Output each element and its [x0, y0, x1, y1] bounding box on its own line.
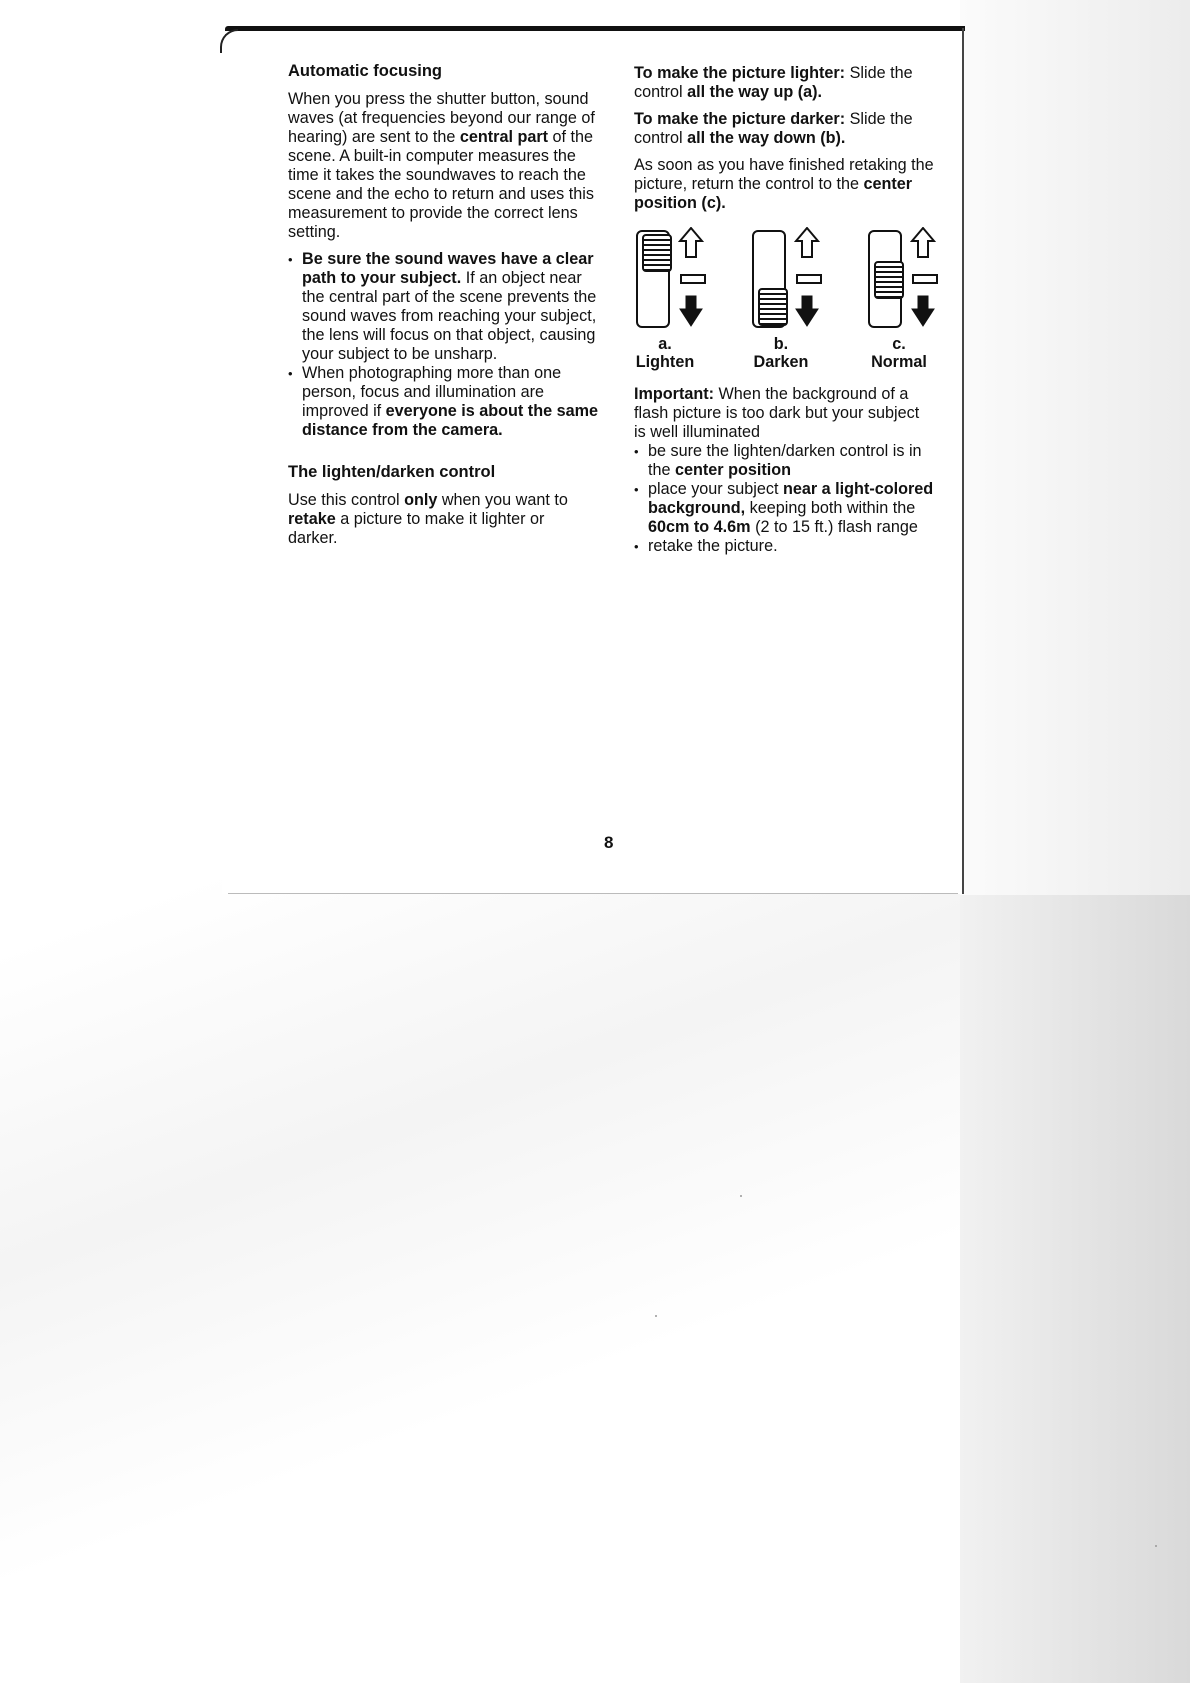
switch-darken-diagram	[750, 227, 830, 327]
label-darken: b. Darken	[753, 335, 809, 371]
slider-track	[636, 230, 670, 328]
slider-knob	[874, 261, 904, 299]
important-note: Important: When the background of a flash picture is too dark but your subject is well illuminated	[634, 385, 920, 441]
center-mark-icon	[680, 274, 706, 284]
scan-speck	[1155, 1545, 1157, 1547]
arrow-up-icon	[678, 227, 704, 259]
list-item: • be sure the lighten/darken control is in the center position	[634, 442, 934, 480]
label-lighten: a. Lighten	[635, 335, 695, 371]
scan-speck	[740, 1195, 742, 1197]
slider-knob	[758, 288, 788, 326]
return-instruction: As soon as you have finished retaking the picture, return the control to the center position (c).	[634, 156, 934, 212]
page-bottom-edge	[228, 893, 958, 894]
slider-track	[752, 230, 786, 328]
list-item: • place your subject near a light-colored background, keeping both within the 60cm to 4.6m (2 to 15 ft.) flash range	[634, 480, 934, 537]
darker-instruction: To make the picture darker: Slide the control all the way down (b).	[634, 110, 913, 147]
label-normal: c. Normal	[871, 335, 927, 371]
scan-edge-shadow-top	[960, 0, 1190, 895]
list-item: • retake the picture.	[634, 537, 934, 556]
page-number: 8	[604, 833, 614, 852]
heading-lighten-darken: The lighten/darken control	[288, 463, 496, 481]
page-right-border	[962, 28, 964, 894]
slider-track	[868, 230, 902, 328]
scan-speck	[655, 1315, 657, 1317]
important-list	[634, 442, 934, 556]
arrow-down-icon	[678, 295, 704, 327]
left-column	[288, 62, 598, 556]
arrow-down-icon	[910, 295, 936, 327]
control-paragraph: Use this control only when you want to retake a picture to make it lighter or darker.	[288, 491, 568, 547]
heading-automatic-focusing: Automatic focusing	[288, 62, 443, 80]
lighter-instruction: To make the picture lighter: Slide the control all the way up (a).	[634, 64, 913, 101]
slider-knob	[642, 234, 672, 272]
arrow-up-icon	[794, 227, 820, 259]
center-mark-icon	[912, 274, 938, 284]
switch-diagrams	[634, 227, 934, 327]
arrow-down-icon	[794, 295, 820, 327]
switch-lighten-diagram	[634, 227, 714, 327]
page-top-border	[225, 26, 965, 31]
switch-normal-diagram	[866, 227, 946, 327]
list-item: • When photographing more than one person, focus and illumination are improved if everyone is about the same distance from the camera.	[288, 364, 598, 440]
right-column	[634, 64, 934, 556]
center-mark-icon	[796, 274, 822, 284]
switch-labels	[634, 335, 934, 375]
focusing-tips-list	[288, 250, 598, 440]
arrow-up-icon	[910, 227, 936, 259]
focusing-paragraph: When you press the shutter button, sound waves (at frequencies beyond our range of hearing) are sent to the central part of the scene. A built-in computer measures the time it takes the soundwaves to reach the scene and the echo to return and uses this measurement to provide the correct lens setting.	[288, 90, 595, 241]
list-item: • Be sure the sound waves have a clear path to your subject. If an object near the central part of the scene prevents the sound waves from reaching your subject, the lens will focus on that object, causing your subject to be unsharp.	[288, 250, 598, 364]
